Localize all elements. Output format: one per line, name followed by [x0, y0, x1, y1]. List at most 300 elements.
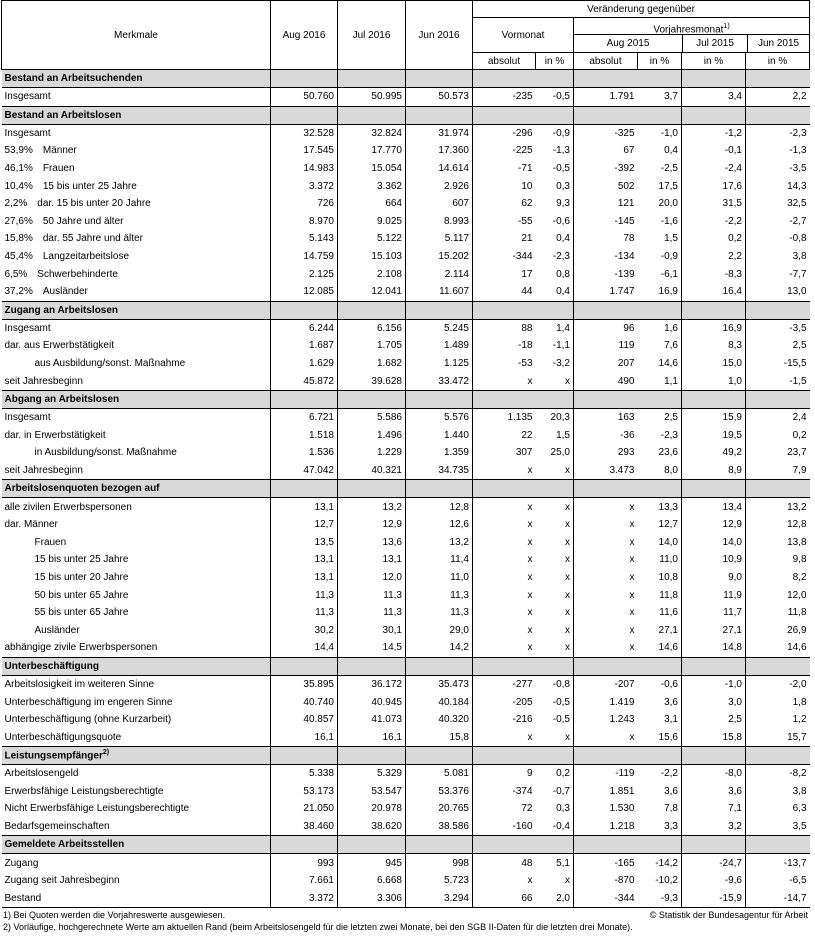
cell-value: -2,4 — [682, 160, 746, 178]
cell-value: 10,8 — [638, 569, 682, 587]
row-label — [2, 408, 271, 426]
cell-value: 40.320 — [406, 711, 473, 729]
footnote-1: 1) Bei Quoten werden die Vorjahreswerte ausgewiesen. — [3, 910, 226, 921]
cell-value: 20,3 — [536, 408, 574, 426]
row-label-text: Langzeitarbeitslose — [42, 251, 130, 263]
cell-value: 1.218 — [609, 821, 635, 833]
cell-value: 14,2 — [406, 639, 473, 657]
row-label-text: Schwerbehinderte — [37, 268, 118, 280]
table-row — [2, 854, 810, 872]
table-row — [2, 444, 810, 462]
cell-value: 17,6 — [682, 177, 746, 195]
cell-value: 5.723 — [406, 872, 473, 890]
row-label — [2, 462, 271, 480]
cell-value: 15.054 — [338, 160, 406, 178]
cell-value: 53.376 — [406, 783, 473, 801]
cell-value: 5.329 — [338, 765, 406, 783]
cell-value: 11,3 — [406, 586, 473, 604]
cell-value: 0,4 — [536, 283, 574, 301]
table-row — [2, 283, 810, 301]
cell-value: -325 — [614, 127, 635, 139]
row-label-text: Unterbeschäftigungsquote — [4, 731, 122, 743]
row-label — [2, 783, 271, 801]
cell-value: -2,2 — [638, 765, 682, 783]
row-share-pct: 6,5% — [4, 268, 28, 280]
table-row — [2, 586, 810, 604]
table-row — [2, 319, 810, 337]
row-label-text: seit Jahresbeginn — [4, 375, 83, 387]
cell-value: 66 — [473, 890, 536, 908]
row-label-text: Bestand — [4, 892, 42, 904]
cell-value: 33.472 — [406, 372, 473, 390]
cell-value: 16,9 — [638, 283, 682, 301]
cell-value: x — [536, 372, 574, 390]
cell-value: 15,7 — [787, 731, 807, 743]
table-row — [2, 355, 810, 373]
cell-value: 0,2 — [682, 230, 746, 248]
cell-value: 5,1 — [536, 854, 574, 872]
table-body — [2, 70, 810, 908]
cell-value: 3,1 — [638, 711, 682, 729]
cell-value: 13,3 — [638, 498, 682, 516]
cell-value: x — [536, 586, 574, 604]
cell-value: -3,5 — [789, 163, 807, 175]
row-label-text: dar. 15 bis unter 20 Jahre — [37, 198, 151, 210]
row-label-text: Nicht Erwerbsfähige Leistungsberechtigte — [4, 803, 190, 815]
cell-value: 14,5 — [338, 639, 406, 657]
header-jul-2015: Jul 2015 — [683, 35, 748, 52]
cell-value: 50.760 — [271, 88, 338, 107]
row-label — [2, 854, 271, 872]
row-label — [2, 177, 271, 195]
cell-value: x — [527, 536, 533, 548]
cell-value: 12,0 — [338, 569, 406, 587]
cell-value: 5.081 — [406, 765, 473, 783]
section-title: Unterbeschäftigung — [2, 657, 271, 675]
header-vorjahresmonat: Vorjahresmonat$^{1)}$ — [574, 19, 809, 35]
cell-value: 3,3 — [638, 818, 682, 836]
row-label — [2, 213, 271, 231]
cell-value: -207 — [614, 678, 635, 690]
cell-value: -24,7 — [682, 854, 746, 872]
cell-value: x — [527, 731, 533, 743]
cell-value: -13,7 — [783, 857, 807, 869]
cell-value: -392 — [614, 163, 635, 175]
cell-value: 11,9 — [682, 586, 746, 604]
section-title: Leistungsempfänger$^{2)}$ — [2, 747, 271, 765]
cell-value: 31,5 — [682, 195, 746, 213]
cell-value: 1,5 — [638, 230, 682, 248]
cell-value: 9.025 — [338, 213, 406, 231]
header-vormonat-absolut: absolut — [473, 53, 536, 70]
row-label-text: Insgesamt — [4, 322, 51, 334]
cell-value: 11,6 — [638, 604, 682, 622]
row-label-text: Arbeitslosigkeit im weiteren Sinne — [4, 678, 155, 690]
cell-value: 16,1 — [271, 728, 338, 746]
row-label — [2, 195, 271, 213]
cell-value: 67 — [623, 145, 635, 157]
footnote-2: 2) Vorläufige, hochgerechnete Werte am aktuellen Rand (beim Arbeitslosengeld für die letzten zwei Monate, bei den SGB II-Daten für die letzten drei Monate). — [3, 922, 633, 933]
cell-value: x — [536, 516, 574, 534]
cell-value: x — [536, 551, 574, 569]
row-label — [2, 728, 271, 746]
cell-value: 5.143 — [271, 230, 338, 248]
cell-value: 7,9 — [792, 464, 807, 476]
cell-value: 2,2 — [682, 248, 746, 266]
cell-value: 49,2 — [682, 444, 746, 462]
cell-value: 88 — [521, 322, 533, 334]
cell-value: 26,9 — [787, 624, 807, 636]
cell-value: 11,3 — [338, 586, 406, 604]
cell-value: 121 — [617, 198, 635, 210]
section-title: Bestand an Arbeitslosen — [2, 106, 271, 124]
table-row — [2, 230, 810, 248]
cell-value: 1,4 — [536, 319, 574, 337]
table-row — [2, 639, 810, 657]
row-label — [2, 569, 271, 587]
section-header-row — [2, 70, 810, 88]
cell-value: 13,2 — [406, 533, 473, 551]
row-label — [2, 604, 271, 622]
cell-value: 12,9 — [682, 516, 746, 534]
row-label-text: Unterbeschäftigung im engeren Sinne — [4, 696, 173, 708]
row-label — [2, 711, 271, 729]
cell-value: 1,5 — [536, 427, 574, 445]
cell-value: -1,3 — [789, 145, 807, 157]
cell-value: 44 — [521, 286, 533, 298]
table-row — [2, 337, 810, 355]
cell-value: 1.489 — [406, 337, 473, 355]
cell-value: -1,6 — [638, 213, 682, 231]
cell-value: -2,3 — [536, 248, 574, 266]
cell-value: -9,6 — [682, 872, 746, 890]
cell-value: 3,0 — [682, 693, 746, 711]
cell-value: 502 — [617, 180, 635, 192]
cell-value: 3,6 — [682, 783, 746, 801]
cell-value: 1,8 — [792, 696, 807, 708]
cell-value: 13,1 — [271, 569, 338, 587]
section-title: Bestand an Arbeitsuchenden — [2, 70, 271, 88]
row-label — [2, 372, 271, 390]
cell-value: x — [536, 872, 574, 890]
row-label-text: Bedarfsgemeinschaften — [4, 821, 110, 833]
cell-value: 30,2 — [271, 621, 338, 639]
cell-value: -0,5 — [536, 88, 574, 107]
cell-value: -1,0 — [682, 675, 746, 693]
cell-value: 1.135 — [507, 412, 533, 424]
cell-value: 8,3 — [682, 337, 746, 355]
section-header-row — [2, 657, 810, 675]
row-label-text: Frauen — [34, 536, 67, 548]
header-vorjahresmonat-months — [574, 35, 809, 52]
cell-value: x — [629, 501, 635, 513]
cell-value: 1,0 — [682, 372, 746, 390]
cell-value: 8.970 — [271, 213, 338, 231]
cell-value: -0,1 — [682, 142, 746, 160]
row-label — [2, 427, 271, 445]
cell-value: 998 — [406, 854, 473, 872]
table-row — [2, 160, 810, 178]
cell-value: 53.173 — [271, 783, 338, 801]
section-title: Arbeitslosenquoten bezogen auf — [2, 480, 271, 498]
table-row — [2, 265, 810, 283]
cell-value: 45.872 — [271, 372, 338, 390]
cell-value: -870 — [614, 875, 635, 887]
cell-value: 2,5 — [682, 711, 746, 729]
section-header-row — [2, 106, 810, 124]
table-row — [2, 462, 810, 480]
cell-value: -36 — [620, 429, 635, 441]
cell-value: 10 — [521, 180, 533, 192]
cell-value: 2,5 — [638, 408, 682, 426]
cell-value: 293 — [617, 447, 635, 459]
cell-value: 15,6 — [638, 728, 682, 746]
cell-value: 6.244 — [271, 319, 338, 337]
row-share-pct: 2,2% — [4, 198, 28, 210]
cell-value: 0,3 — [536, 177, 574, 195]
row-label-text: abhängige zivile Erwerbspersonen — [4, 642, 158, 654]
header-aug-2016: Aug 2016 — [271, 1, 338, 70]
cell-value: 1.496 — [338, 427, 406, 445]
row-label — [2, 818, 271, 836]
cell-value: -53 — [518, 358, 533, 370]
cell-value: 15,9 — [682, 408, 746, 426]
cell-value: -235 — [512, 91, 533, 103]
cell-value: 163 — [617, 412, 635, 424]
cell-value: 12,8 — [406, 498, 473, 516]
cell-value: x — [629, 624, 635, 636]
cell-value: 40.740 — [271, 693, 338, 711]
cell-value: -14,7 — [746, 890, 810, 908]
cell-value: 7,1 — [682, 800, 746, 818]
row-label-text: dar. 55 Jahre und älter — [42, 233, 143, 245]
section-header-row — [2, 836, 810, 854]
row-label — [2, 765, 271, 783]
cell-value: 40.945 — [338, 693, 406, 711]
cell-value: -119 — [615, 768, 635, 780]
cell-value: 15,0 — [682, 355, 746, 373]
row-label — [2, 890, 271, 908]
cell-value: 13,1 — [271, 551, 338, 569]
cell-value: -0,6 — [536, 213, 574, 231]
cell-value: 17.770 — [338, 142, 406, 160]
cell-value: 7.661 — [271, 872, 338, 890]
cell-value: -0,9 — [536, 124, 574, 142]
row-label — [2, 319, 271, 337]
cell-value: 5.586 — [338, 408, 406, 426]
row-label — [2, 142, 271, 160]
cell-value: 3.294 — [406, 890, 473, 908]
row-label — [2, 533, 271, 551]
section-header-row — [2, 747, 810, 765]
cell-value: -55 — [518, 215, 533, 227]
cell-value: 27,1 — [682, 621, 746, 639]
cell-value: 17.360 — [406, 142, 473, 160]
table-row — [2, 569, 810, 587]
cell-value: -145 — [614, 215, 635, 227]
cell-value: 5.338 — [271, 765, 338, 783]
row-label — [2, 621, 271, 639]
table-row — [2, 728, 810, 746]
cell-value: 1.125 — [406, 355, 473, 373]
cell-value: 38.620 — [338, 818, 406, 836]
cell-value: -0,7 — [536, 783, 574, 801]
cell-value: 21 — [521, 233, 533, 245]
table-row — [2, 551, 810, 569]
cell-value: 664 — [338, 195, 406, 213]
cell-value: 14,6 — [638, 355, 682, 373]
cell-value: 14,3 — [787, 180, 807, 192]
row-label — [2, 551, 271, 569]
cell-value: 14.983 — [271, 160, 338, 178]
cell-value: 38.586 — [406, 818, 473, 836]
row-label-text: Erwerbsfähige Leistungsberechtigte — [4, 785, 164, 797]
row-share-pct: 10,4% — [4, 180, 33, 192]
cell-value: 12,7 — [638, 516, 682, 534]
cell-value: 2.114 — [406, 265, 473, 283]
cell-value: 6.721 — [271, 408, 338, 426]
cell-value: 1.851 — [609, 785, 635, 797]
cell-value: 13,2 — [787, 501, 807, 513]
cell-value: 96 — [623, 322, 635, 334]
cell-value: 945 — [338, 854, 406, 872]
cell-value: -3,2 — [536, 355, 574, 373]
row-label-text: Zugang seit Jahresbeginn — [4, 875, 120, 887]
cell-value: -225 — [512, 145, 533, 157]
row-share-pct: 37,2% — [4, 286, 33, 298]
cell-value: 12,8 — [787, 519, 807, 531]
cell-value: 19,5 — [682, 427, 746, 445]
header-jul2015-pct: in % — [682, 53, 746, 70]
cell-value: 3,2 — [682, 818, 746, 836]
cell-value: 11,3 — [338, 604, 406, 622]
row-share-pct: 46,1% — [4, 163, 33, 175]
cell-value: -8,3 — [682, 265, 746, 283]
cell-value: 9,8 — [792, 554, 807, 566]
cell-value: -2,3 — [789, 127, 807, 139]
cell-value: 1.536 — [271, 444, 338, 462]
row-label-text: Insgesamt — [4, 91, 51, 103]
cell-value: 40.321 — [338, 462, 406, 480]
cell-value: 17,5 — [638, 177, 682, 195]
cell-value: -344 — [574, 890, 638, 908]
header-jun2015-pct: in % — [746, 53, 810, 70]
cell-value: 12.041 — [338, 283, 406, 301]
cell-value: 0,4 — [638, 142, 682, 160]
row-label — [2, 675, 271, 693]
cell-value: 1.359 — [406, 444, 473, 462]
cell-value: 11,3 — [271, 604, 338, 622]
cell-value: 31.974 — [406, 124, 473, 142]
header-jun-2015: Jun 2015 — [757, 37, 800, 49]
cell-value: x — [527, 501, 533, 513]
cell-value: 3.362 — [338, 177, 406, 195]
cell-value: 2.125 — [271, 265, 338, 283]
table-row — [2, 195, 810, 213]
table-row — [2, 248, 810, 266]
cell-value: -2,2 — [682, 213, 746, 231]
cell-value: 8,0 — [638, 462, 682, 480]
cell-value: 1.229 — [338, 444, 406, 462]
cell-value: 207 — [617, 358, 635, 370]
cell-value: 15,8 — [406, 728, 473, 746]
cell-value: x — [527, 464, 533, 476]
cell-value: -160 — [512, 821, 533, 833]
row-label-text: 15 bis unter 25 Jahre — [34, 554, 129, 566]
table-row — [2, 711, 810, 729]
row-label — [2, 693, 271, 711]
cell-value: -134 — [614, 251, 635, 263]
cell-value: 3.372 — [271, 177, 338, 195]
cell-value: 2.108 — [338, 265, 406, 283]
cell-value: -296 — [512, 127, 533, 139]
cell-value: 11,8 — [787, 607, 807, 619]
cell-value: x — [629, 731, 635, 743]
cell-value: -7,7 — [789, 268, 807, 280]
cell-value: x — [527, 875, 533, 887]
cell-value: -1,5 — [789, 375, 807, 387]
cell-value: 2.926 — [406, 177, 473, 195]
row-label-text: 50 bis unter 65 Jahre — [34, 589, 129, 601]
header-jun-2016: Jun 2016 — [406, 1, 473, 70]
cell-value: 12,7 — [271, 516, 338, 534]
cell-value: 27,1 — [638, 621, 682, 639]
row-label-text: alle zivilen Erwerbspersonen — [4, 501, 132, 513]
cell-value: 20,0 — [638, 195, 682, 213]
cell-value: 307 — [515, 447, 533, 459]
table-row — [2, 800, 810, 818]
row-label — [2, 265, 271, 283]
cell-value: 7,8 — [638, 800, 682, 818]
header-aug2015-pct: in % — [638, 53, 682, 70]
cell-value: -0,5 — [536, 160, 574, 178]
section-title: Zugang an Arbeitslosen — [2, 301, 271, 319]
table-row — [2, 124, 810, 142]
section-title: Gemeldete Arbeitsstellen — [2, 836, 271, 854]
footer — [3, 910, 808, 934]
table-header — [2, 1, 810, 70]
header-vorjahresmonat-group — [574, 18, 810, 53]
cell-value: 2,2 — [792, 91, 807, 103]
cell-value: 23,6 — [638, 444, 682, 462]
table-row — [2, 765, 810, 783]
cell-value: 41.073 — [338, 711, 406, 729]
cell-value: 13,4 — [682, 498, 746, 516]
cell-value: 14,6 — [638, 639, 682, 657]
cell-value: 607 — [406, 195, 473, 213]
row-label-text: Insgesamt — [4, 412, 51, 424]
cell-value: 23,7 — [787, 447, 807, 459]
cell-value: 32.824 — [338, 124, 406, 142]
cell-value: x — [536, 498, 574, 516]
cell-value: 11.607 — [406, 283, 473, 301]
cell-value: -8,0 — [682, 765, 746, 783]
cell-value: 20.978 — [338, 800, 406, 818]
cell-value: x — [536, 728, 574, 746]
cell-value: -9,3 — [638, 890, 682, 908]
cell-value: 20.765 — [406, 800, 473, 818]
cell-value: x — [527, 519, 533, 531]
cell-value: 11,0 — [638, 551, 682, 569]
cell-value: -2,7 — [789, 215, 807, 227]
cell-value: x — [536, 621, 574, 639]
cell-value: 3.372 — [271, 890, 338, 908]
cell-value: 12.085 — [271, 283, 338, 301]
row-share-pct: 45,4% — [4, 251, 33, 263]
cell-value: 1.440 — [406, 427, 473, 445]
row-label-text: aus Ausbildung/sonst. Maßnahme — [34, 358, 186, 370]
cell-value: 1,2 — [792, 714, 807, 726]
